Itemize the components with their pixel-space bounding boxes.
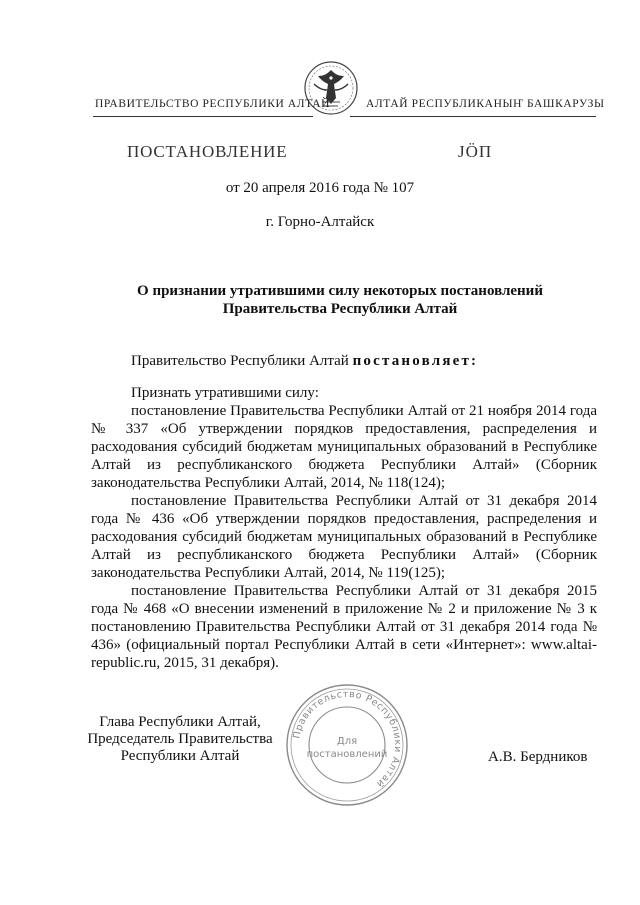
resolution-intro: [131, 353, 478, 370]
official-stamp: [284, 682, 410, 808]
signatory-title-line: Председатель Правительства: [87, 731, 273, 747]
body-paragraph: Признать утратившими силу:: [131, 385, 319, 401]
stamp-center-line: постановлений: [306, 749, 388, 760]
document-title-line: Правительства Республики Алтай: [222, 301, 458, 317]
stamp-ring-text: Правительство Республики Алтай: [291, 688, 404, 790]
header-divider-left: [93, 116, 313, 117]
intro-text: Правительство Республики Алтай: [131, 353, 353, 369]
signatory-title-line: Республики Алтай: [120, 748, 240, 764]
document-type-label: ПОСТАНОВЛЕНИЕ: [127, 142, 288, 161]
signatory-title-line: Глава Республики Алтай,: [99, 714, 261, 730]
document-city: г. Горно-Алтайск: [265, 214, 375, 230]
intro-decree-word: постановляет:: [352, 353, 479, 369]
document-title-line: О признании утратившими силу некоторых постановлений: [137, 283, 543, 299]
document-type-label-altai: ЈӦП: [458, 142, 493, 161]
signatory-title: [85, 714, 275, 765]
document-title: [120, 282, 560, 318]
body-paragraph: постановление Правительства Республики Алтай от 31 декабря 2015 года № 468 «О внесении изменений в приложение № 2 и приложение № 3 к постановлению Правительства Республики Алтай от 31 декабря 2014 года № 436» (официальный портал Республики Алтай в сети «Интернет»: www.altai-republic.ru, 2015, 31 декабря).: [91, 583, 597, 671]
signatory-name: А.В. Бердников: [488, 749, 588, 765]
document-body: [91, 384, 597, 672]
org-name-altai: АЛТАЙ РЕСПУБЛИКАНЫҤ БАШКАРУЗЫ: [366, 98, 605, 110]
header-divider-right: [350, 116, 596, 117]
body-paragraph: постановление Правительства Республики Алтай от 21 ноября 2014 года № 337 «Об утверждении порядков предоставления, распределения и расходования субсидий бюджетам муниципальных образований в Республике Алтай из республиканского бюджета Республики Алтай» (Сборник законодательства Республики Алтай, 2014, № 118(124);: [91, 403, 597, 491]
org-name-russian: ПРАВИТЕЛЬСТВО РЕСПУБЛИКИ АЛТАЙ: [95, 98, 331, 110]
body-paragraph: постановление Правительства Республики Алтай от 31 декабря 2014 года № 436 «Об утверждении порядков предоставления, распределения и расходования субсидий бюджетам муниципальных образований в Республике Алтай из республиканского бюджета Республики Алтай» (Сборник законодательства Республики Алтай, 2014, № 119(125);: [91, 493, 597, 581]
document-date: от 20 апреля 2016 года № 107: [225, 180, 415, 196]
stamp-center-line: Для: [336, 736, 358, 747]
